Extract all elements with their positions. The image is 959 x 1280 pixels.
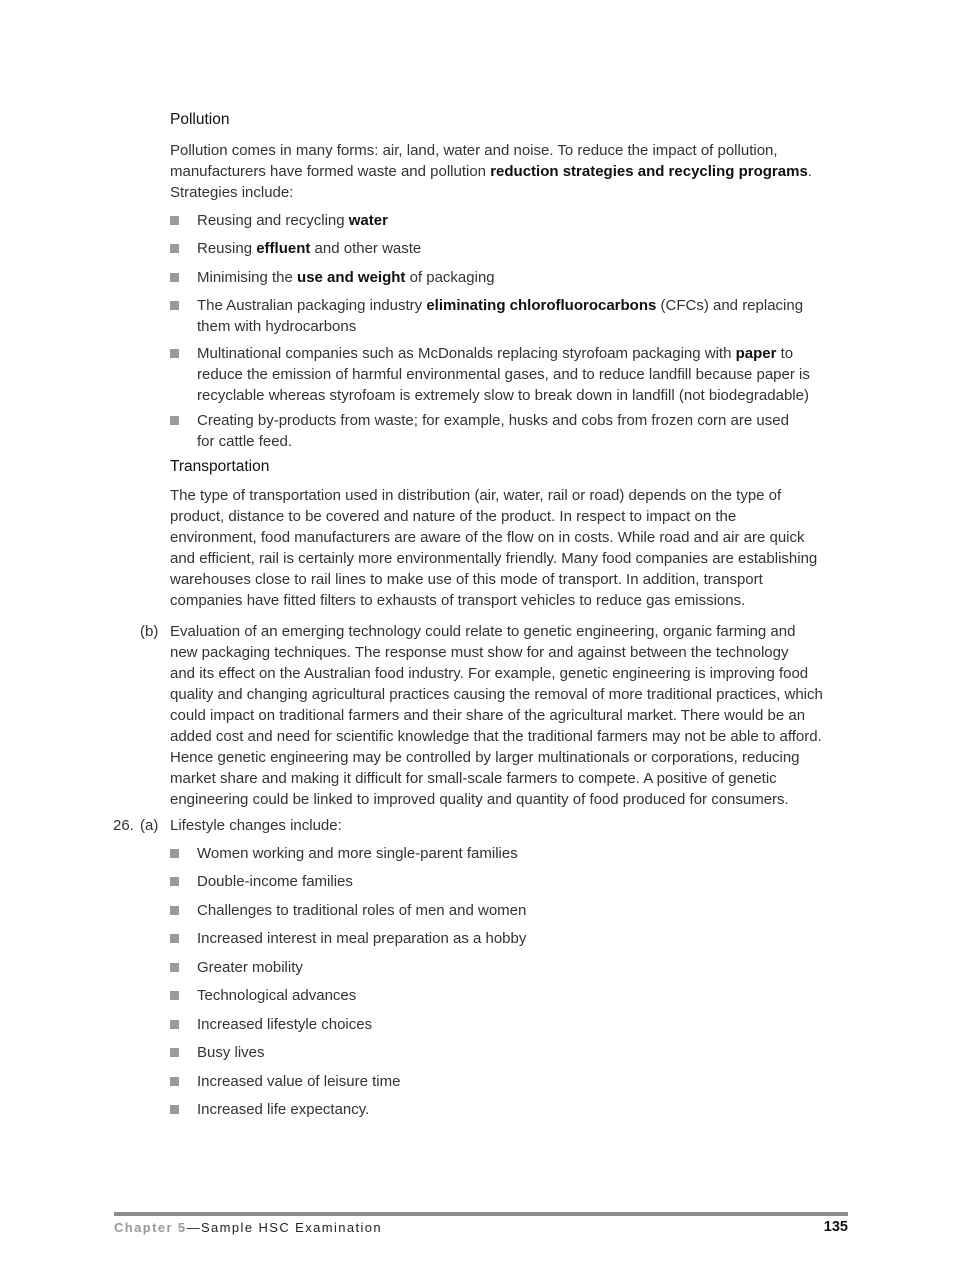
text-run: of packaging <box>405 269 495 286</box>
paragraph-line: and its effect on the Australian food industry. For example, genetic engineering is improving food <box>170 665 809 682</box>
page-number: 135 <box>823 1219 848 1235</box>
paragraph-line: Hence genetic engineering may be controlled by larger multinationals or corporations, reducing <box>170 749 800 766</box>
paragraph-line: quality and changing agricultural practices causing the removal of more traditional practices, which <box>170 686 823 703</box>
list-item-text: Women working and more single-parent families <box>197 845 518 862</box>
square-bullet-icon <box>170 877 179 886</box>
square-bullet-icon <box>170 991 179 1000</box>
list-item-text: Increased lifestyle choices <box>197 1016 373 1033</box>
text-run: The Australian packaging industry <box>197 297 427 314</box>
square-bullet-icon <box>170 244 179 253</box>
bold-text: water <box>348 212 388 229</box>
text-run: to <box>776 345 794 362</box>
bullet-text <box>197 295 847 337</box>
bullet-line: recyclable whereas styrofoam is extremely slow to break down in landfill (not biodegradable) <box>197 387 809 404</box>
paragraph-line: environment, food manufacturers are aware of the flow on in costs. While road and air are quick <box>170 529 805 546</box>
transportation-paragraph <box>170 485 850 611</box>
square-bullet-icon <box>170 301 179 310</box>
paragraph-line: warehouses close to rail lines to make use of this mode of transport. In addition, transport <box>170 571 763 588</box>
paragraph-line: The type of transportation used in distribution (air, water, rail or road) depends on the type of <box>170 487 782 504</box>
square-bullet-icon <box>170 963 179 972</box>
paragraph-line: engineering could be linked to improved quality and quantity of food produced for consumers. <box>170 791 789 808</box>
square-bullet-icon <box>170 906 179 915</box>
pollution-heading: Pollution <box>170 111 230 128</box>
footer-subtitle: Sample HSC Examination <box>200 1220 383 1235</box>
bold-text: use and weight <box>297 269 406 286</box>
paragraph-line: and efficient, rail is certainly more environmentally friendly. Many food companies are establishing <box>170 550 818 567</box>
question-number: 26. <box>113 817 134 834</box>
bullet-line: for cattle feed. <box>197 433 293 450</box>
list-item-text: Greater mobility <box>197 959 303 976</box>
square-bullet-icon <box>170 934 179 943</box>
square-bullet-icon <box>170 1020 179 1029</box>
bullet-text <box>197 210 847 231</box>
square-bullet-icon <box>170 216 179 225</box>
bold-text: paper <box>735 345 777 362</box>
paragraph-line: companies have fitted filters to exhausts of transport vehicles to reduce gas emissions. <box>170 592 746 609</box>
bullet-text <box>197 343 847 406</box>
footer-rule <box>114 1212 848 1216</box>
text-run: Reusing and recycling <box>197 212 349 229</box>
part-a-label: (a) <box>140 817 159 834</box>
square-bullet-icon <box>170 1077 179 1086</box>
paragraph-line: added cost and need for scientific knowledge that the traditional farmers may not be able to afford. <box>170 728 822 745</box>
square-bullet-icon <box>170 416 179 425</box>
bullet-text <box>197 267 847 288</box>
list-item-text: Increased life expectancy. <box>197 1101 370 1118</box>
pollution-intro <box>170 140 850 203</box>
list-item-text: Increased value of leisure time <box>197 1073 401 1090</box>
square-bullet-icon <box>170 1048 179 1057</box>
bullet-line <box>197 295 847 316</box>
paragraph-line: Evaluation of an emerging technology could relate to genetic engineering, organic farming and <box>170 623 796 640</box>
list-item-text: Double-income families <box>197 873 353 890</box>
bold-text: effluent <box>256 240 311 257</box>
square-bullet-icon <box>170 1105 179 1114</box>
paragraph-line: new packaging techniques. The response must show for and against between the technology <box>170 644 789 661</box>
list-item-text: Technological advances <box>197 987 357 1004</box>
bullet-line: them with hydrocarbons <box>197 318 357 335</box>
paragraph-line: product, distance to be covered and nature of the product. In respect to impact on the <box>170 508 737 525</box>
list-item-text: Increased interest in meal preparation as a hobby <box>197 930 527 947</box>
bullet-line <box>197 343 847 364</box>
text-run: Multinational companies such as McDonalds replacing styrofoam packaging with <box>197 345 736 362</box>
part-b-label: (b) <box>140 623 159 640</box>
footer-chapter: Chapter 5 <box>114 1220 187 1235</box>
square-bullet-icon <box>170 349 179 358</box>
paragraph-line: market share and making it difficult for small-scale farmers to compete. A positive of genetic <box>170 770 777 787</box>
list-item-text: Challenges to traditional roles of men and women <box>197 902 527 919</box>
text-run: and other waste <box>310 240 422 257</box>
text-run: Minimising the <box>197 269 298 286</box>
square-bullet-icon <box>170 273 179 282</box>
text-run: (CFCs) and replacing <box>656 297 804 314</box>
q26-intro: Lifestyle changes include: <box>170 817 342 834</box>
text-run: manufacturers have formed waste and pollution <box>170 163 491 180</box>
transportation-heading: Transportation <box>170 458 270 475</box>
bold-text: eliminating chlorofluorocarbons <box>426 297 657 314</box>
pollution-intro-line: Pollution comes in many forms: air, land, water and noise. To reduce the impact of pollution, <box>170 142 778 159</box>
bullet-line: reduce the emission of harmful environmental gases, and to reduce landfill because paper is <box>197 366 810 383</box>
paragraph-line: could impact on traditional farmers and their share of the agricultural market. There would be an <box>170 707 806 724</box>
bullet-text <box>197 410 847 452</box>
pollution-intro-line <box>170 161 850 182</box>
square-bullet-icon <box>170 849 179 858</box>
list-item-text: Busy lives <box>197 1044 265 1061</box>
bullet-line: Creating by-products from waste; for example, husks and cobs from frozen corn are used <box>197 412 789 429</box>
text-run: Reusing <box>197 240 257 257</box>
footer-running-head <box>114 1220 382 1235</box>
text-run: . <box>807 163 812 180</box>
bullet-text <box>197 238 847 259</box>
part-b-paragraph <box>170 621 850 810</box>
pollution-intro-line: Strategies include: <box>170 184 294 201</box>
bold-text: reduction strategies and recycling programs <box>490 163 808 180</box>
footer-dash: — <box>186 1220 201 1235</box>
